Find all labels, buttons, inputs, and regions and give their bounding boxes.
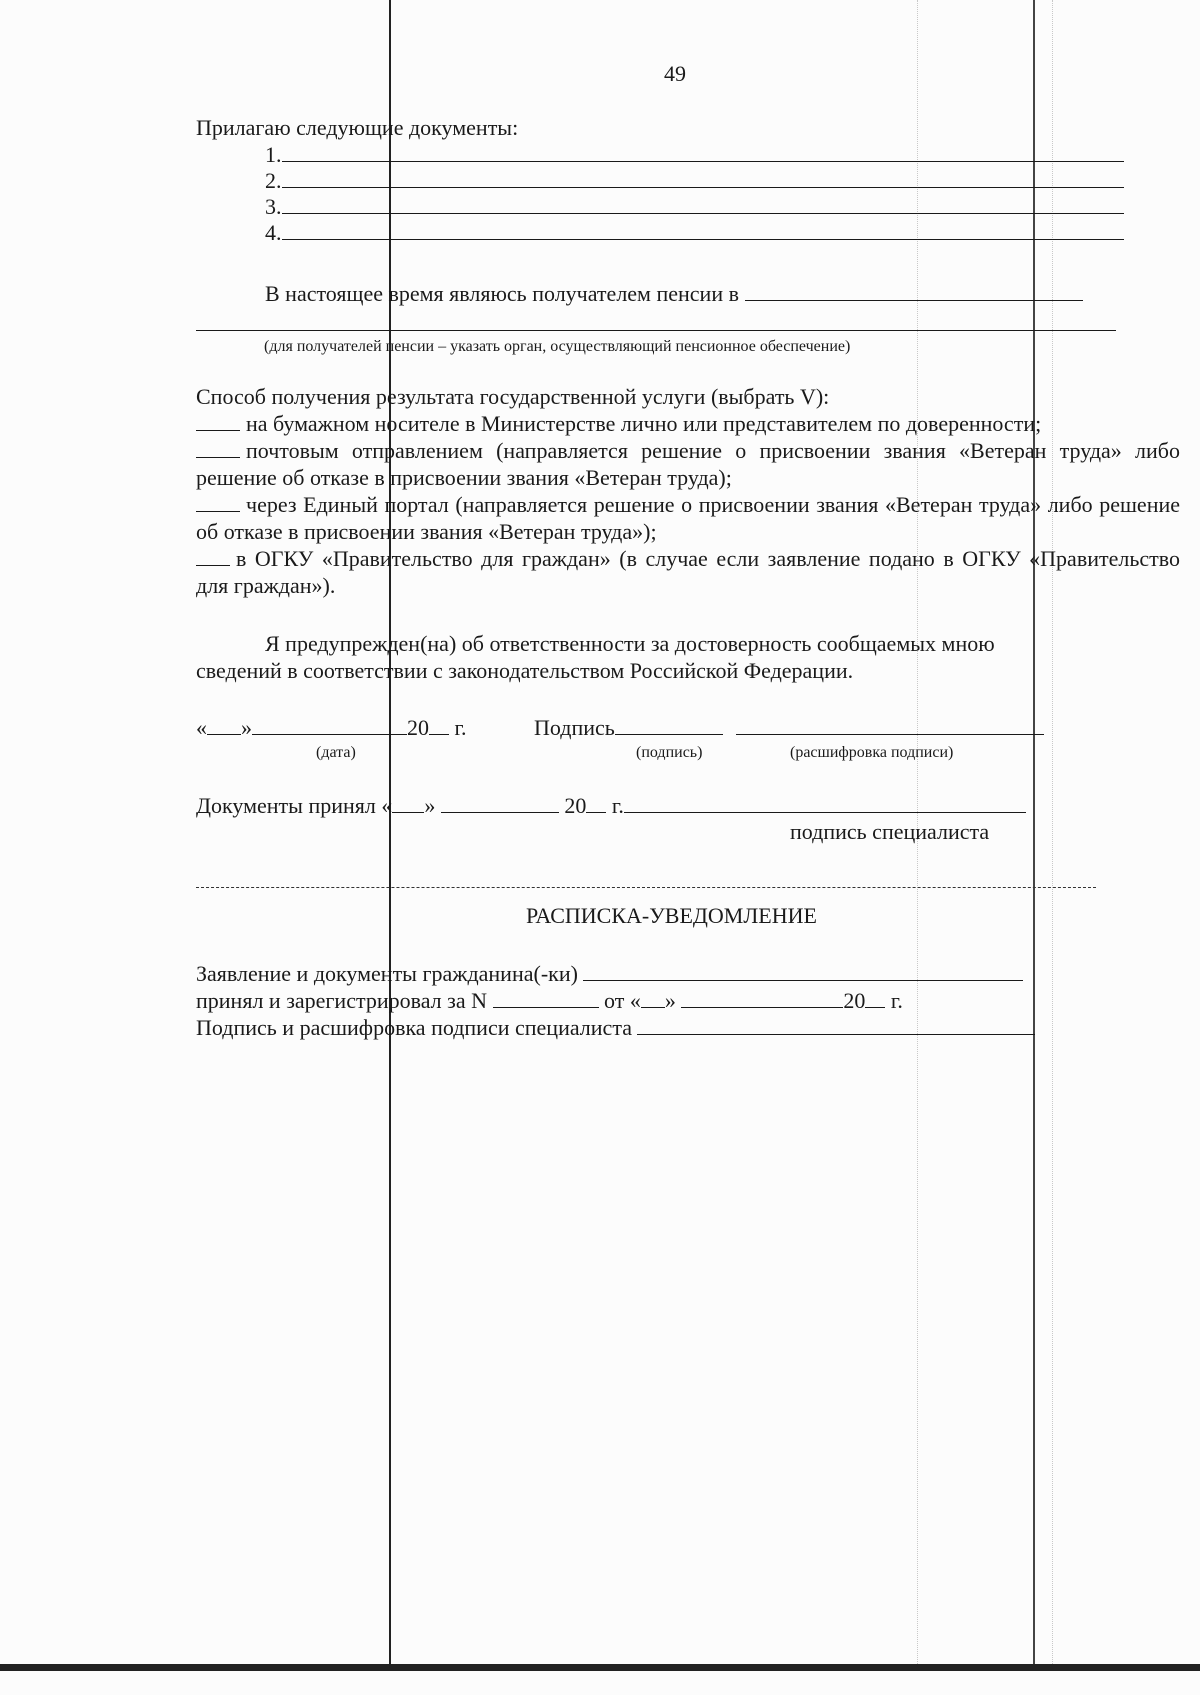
option-checkbox-blank[interactable] (196, 439, 240, 458)
attachment-field[interactable] (282, 141, 1124, 162)
day-field[interactable] (207, 714, 241, 735)
receipt-year-field[interactable] (865, 987, 885, 1008)
pension-line (265, 280, 1083, 308)
option-text: почтовым отправлением (направляется решение о присвоении звания «Ветеран труда» либо решение об отказе в присвоении звания «Ветеран труда); (196, 438, 1180, 490)
option-text: на бумажном носителе в Министерстве лично или представителем по доверенности; (246, 411, 1042, 436)
specialist-signature-field[interactable] (624, 792, 1026, 813)
signature-label: Подпись (534, 715, 615, 740)
pension-text: В настоящее время являюсь получателем пенсии в (265, 281, 739, 306)
attachment-field[interactable] (282, 193, 1124, 214)
accepted-day-field[interactable] (392, 792, 424, 813)
attachments-heading: Прилагаю следующие документы: (196, 115, 519, 140)
year-suffix: г. (454, 715, 467, 740)
warning-line-1: Я предупрежден(на) об ответственности за достоверность сообщаемых мною (265, 631, 995, 656)
accepted-row: Документы принял « » 20 г. (196, 792, 1026, 820)
accepted-caption: подпись специалиста (790, 819, 990, 844)
caption-date: (дата) (316, 744, 356, 761)
attachment-number: 3. (265, 194, 282, 219)
pension-field-line-2[interactable] (196, 330, 1116, 331)
signature-row: « » 20 г. (196, 715, 467, 740)
receipt-line-2: принял и зарегистрировал за N от « » 20 г. (196, 988, 903, 1013)
attachment-item (265, 141, 1124, 169)
year-prefix: 20 (407, 715, 429, 740)
receipt-month-field[interactable] (681, 987, 843, 1008)
option-text: через Единый портал (направляется решение о присвоении звания «Ветеран труда» либо решение об отказе в присвоении звания «Ветеран труда»); (196, 492, 1180, 544)
accepted-year-suffix: г. (611, 793, 624, 818)
attachment-item (265, 219, 1124, 247)
method-option-4 (196, 545, 1180, 599)
accepted-year-prefix: 20 (564, 793, 587, 818)
option-checkbox-blank[interactable] (196, 547, 230, 566)
option-text: в ОГКУ «Правительство для граждан» (в случае если заявление подано в ОГКУ «Правительство для граждан»). (196, 546, 1180, 598)
option-checkbox-blank[interactable] (196, 412, 240, 431)
signature-label-group (534, 714, 1044, 742)
attachment-number: 1. (265, 142, 282, 167)
attachment-field[interactable] (282, 167, 1124, 188)
attachment-number: 2. (265, 168, 282, 193)
scan-artifact-faint-line (1052, 0, 1053, 1664)
registration-number-field[interactable] (493, 987, 599, 1008)
receipt-day-field[interactable] (641, 987, 665, 1008)
receipt-line-3: Подпись и расшифровка подписи специалиста (196, 1014, 1035, 1042)
receipt-line-1: Заявление и документы гражданина(-ки) (196, 960, 1023, 988)
accepted-month-field[interactable] (441, 792, 559, 813)
scan-artifact-vertical-line (389, 0, 391, 1668)
pension-note: (для получателей пенсии – указать орган, осуществляющий пенсионное обеспечение) (264, 338, 851, 355)
page-number: 49 (664, 61, 686, 86)
specialist-signature-decode-field[interactable] (637, 1014, 1035, 1035)
warning-line-2: сведений в соответствии с законодательством Российской Федерации. (196, 658, 854, 683)
accepted-year-field[interactable] (586, 792, 606, 813)
method-heading: Способ получения результата государственной услуги (выбрать V): (196, 384, 830, 409)
option-checkbox-blank[interactable] (196, 493, 240, 512)
caption-decode: (расшифровка подписи) (790, 744, 954, 761)
method-option-2 (196, 437, 1180, 491)
signature-field[interactable] (615, 714, 723, 735)
scan-artifact-bottom-bar (0, 1664, 1200, 1671)
receipt-title: РАСПИСКА-УВЕДОМЛЕНИЕ (526, 903, 817, 928)
month-field[interactable] (252, 714, 407, 735)
signature-decode-field[interactable] (736, 714, 1044, 735)
cut-line (196, 887, 1096, 888)
caption-signature: (подпись) (636, 744, 703, 761)
attachment-field[interactable] (282, 219, 1124, 240)
method-option-3 (196, 491, 1180, 545)
attachment-item (265, 193, 1124, 221)
pension-field[interactable] (745, 280, 1083, 301)
attachment-item (265, 167, 1124, 195)
attachment-number: 4. (265, 220, 282, 245)
accepted-label: Документы принял (196, 793, 376, 818)
scan-artifact-vertical-line-right (1033, 0, 1035, 1668)
method-option-1 (196, 410, 1180, 437)
citizen-name-field[interactable] (583, 960, 1023, 981)
year-field[interactable] (429, 714, 449, 735)
